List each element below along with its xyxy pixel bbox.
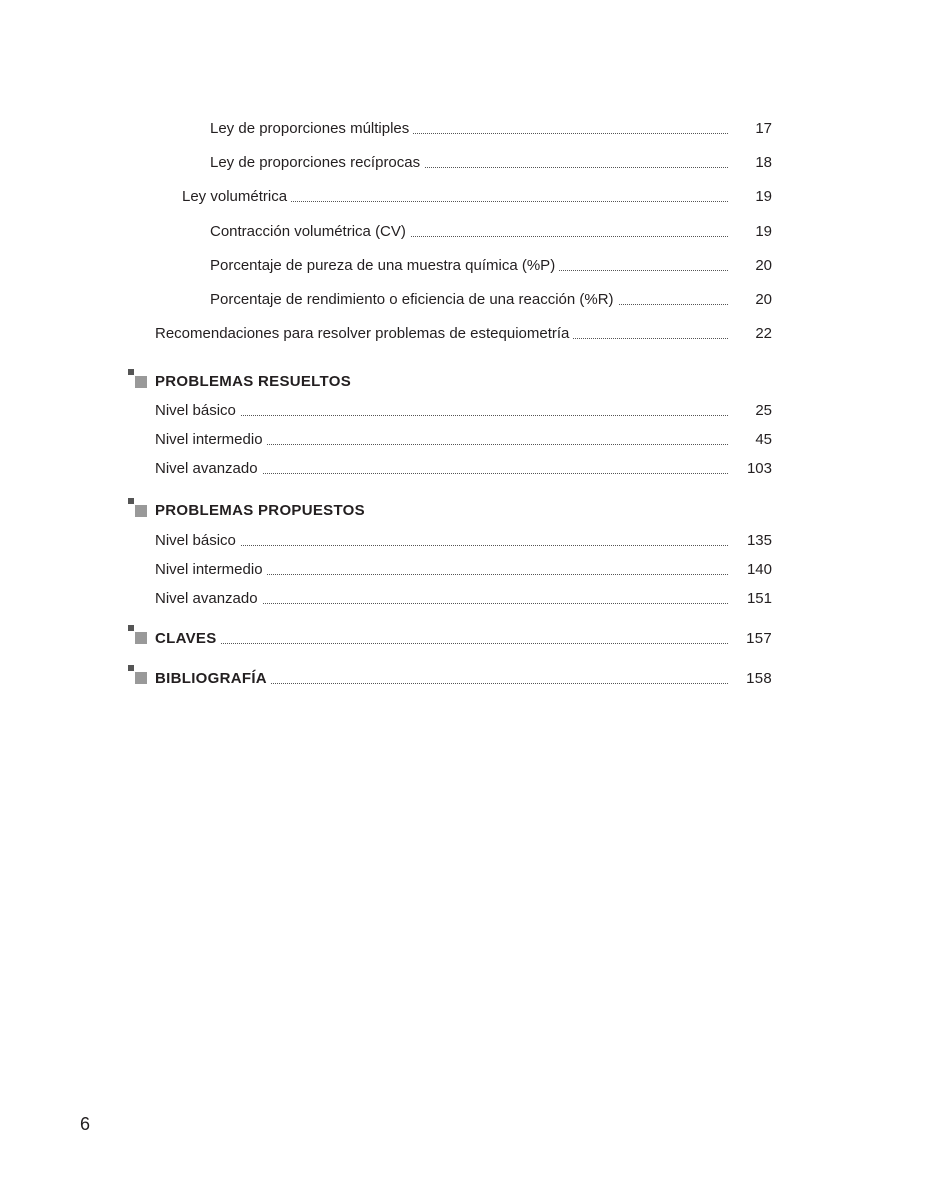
- toc-entry-label: Ley volumétrica: [182, 186, 291, 208]
- toc-entry-page: 45: [755, 431, 772, 448]
- dot-leader: [155, 545, 728, 546]
- toc-entry-propuestos-avanzado[interactable]: [155, 588, 772, 610]
- toc-entry-label: Porcentaje de rendimiento o eficiencia de una reacción (%R): [210, 289, 618, 311]
- toc-entry-recomendaciones[interactable]: [155, 323, 772, 345]
- toc-entry-page: 151: [746, 590, 772, 607]
- toc-entry-page: 19: [755, 188, 772, 205]
- toc-entry-resueltos-intermedio[interactable]: [155, 429, 772, 451]
- toc-entry-label: Nivel básico: [155, 400, 240, 422]
- toc-entry-resueltos-avanzado[interactable]: [155, 458, 772, 480]
- toc-entry-label: Nivel básico: [155, 530, 240, 552]
- toc-entry-page: 135: [746, 532, 772, 549]
- toc-entry-page: 22: [755, 325, 772, 342]
- section-heading-problemas-resueltos[interactable]: PROBLEMAS RESUELTOS: [155, 373, 351, 390]
- toc-entry-propuestos-intermedio[interactable]: [155, 559, 772, 581]
- toc-entry-label: Nivel intermedio: [155, 559, 267, 581]
- toc-entry-page: 158: [746, 670, 772, 687]
- toc-entry-page: 140: [746, 561, 772, 578]
- toc-entry-label: Nivel avanzado: [155, 458, 262, 480]
- toc-entry-ley-volumetrica[interactable]: [182, 186, 772, 208]
- toc-entry-ley-proporciones-reciprocas[interactable]: [210, 152, 772, 174]
- toc-entry-label: CLAVES: [155, 628, 221, 650]
- toc-entry-contraccion-volumetrica[interactable]: [210, 221, 772, 243]
- toc-entry-page: 20: [755, 291, 772, 308]
- toc-entry-page: 19: [755, 223, 772, 240]
- toc-entry-bibliografia[interactable]: [155, 668, 772, 690]
- toc-entry-porcentaje-rendimiento[interactable]: [210, 289, 772, 311]
- toc-entry-label: Contracción volumétrica (CV): [210, 221, 410, 243]
- toc-entry-claves[interactable]: [155, 628, 772, 650]
- toc-entry-label: Nivel avanzado: [155, 588, 262, 610]
- toc-entry-label: BIBLIOGRAFÍA: [155, 668, 271, 690]
- toc-entry-page: 25: [755, 402, 772, 419]
- toc-entry-page: 20: [755, 257, 772, 274]
- section-square-icon: [128, 665, 148, 685]
- toc-entry-resueltos-basico[interactable]: [155, 400, 772, 422]
- toc-entry-label: Ley de proporciones recíprocas: [210, 152, 424, 174]
- toc-entry-ley-proporciones-multiples[interactable]: [210, 118, 772, 140]
- toc-entry-label: Ley de proporciones múltiples: [210, 118, 413, 140]
- dot-leader: [155, 643, 728, 644]
- section-square-icon: [128, 625, 148, 645]
- page-number: 6: [80, 1114, 91, 1134]
- toc-entry-page: 103: [746, 460, 772, 477]
- toc-entry-label: Porcentaje de pureza de una muestra química (%P): [210, 255, 559, 277]
- toc-entry-label: Nivel intermedio: [155, 429, 267, 451]
- section-heading-problemas-propuestos[interactable]: PROBLEMAS PROPUESTOS: [155, 502, 365, 519]
- toc-entry-label: Recomendaciones para resolver problemas de estequiometría: [155, 323, 573, 345]
- toc-entry-porcentaje-pureza[interactable]: [210, 255, 772, 277]
- dot-leader: [155, 415, 728, 416]
- toc-entry-propuestos-basico[interactable]: [155, 530, 772, 552]
- toc-entry-page: 17: [755, 120, 772, 137]
- toc-entry-page: 157: [746, 630, 772, 647]
- section-square-icon: [128, 369, 148, 389]
- section-square-icon: [128, 498, 148, 518]
- toc-entry-page: 18: [755, 154, 772, 171]
